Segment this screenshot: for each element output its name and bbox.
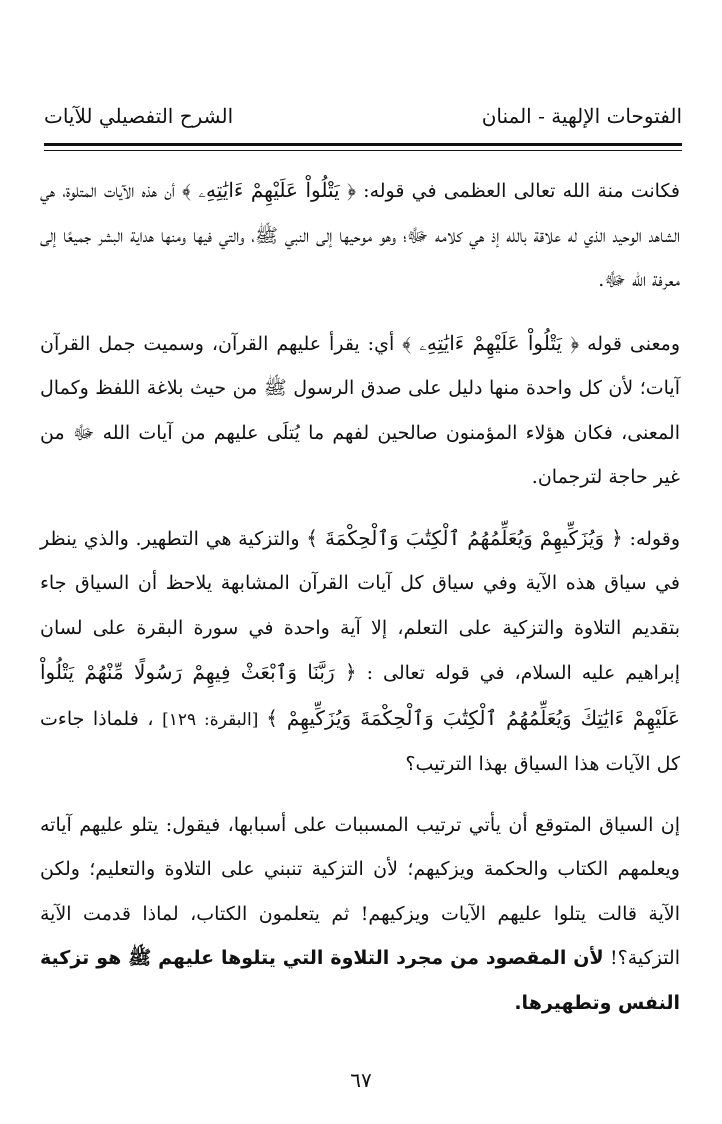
chapter-title: الشرح التفصيلي للآيات <box>44 104 234 128</box>
header-rule-thin <box>44 150 682 151</box>
paragraph-1-text-a: فكانت منة الله تعالى العظمى في قوله: <box>355 180 681 202</box>
quran-verse: ﴿ رَبَّنَا وَٱبْعَثْ فِيهِمْ رَسُولًا مِّنْهُمْ يَتْلُواْ عَلَيْهِمْ ءَايَٰتِكَ وَيُعَلِّمُهُمُ ٱلْكِتَٰبَ وَٱلْحِكْمَةَ وَيُزَكِّيهِمْ ﴾ <box>40 660 680 730</box>
paragraph-1 <box>40 168 680 303</box>
book-title: الفتوحات الإلهية - المنان <box>481 104 682 128</box>
paragraph-2-text-b: أي: يقرأ عليهم القرآن، وسميت جمل القرآن آيات؛ لأن كل واحدة منها دليل على صدق الرسول ﷺ من حيث بلاغة اللفظ وكمال المعنى، فكان هؤلاء المؤمنون صالحين لفهم ما يُتلَى عليهم من آيات الله ﷻ من غير حاجة لترجمان. <box>40 332 680 488</box>
page-body <box>40 168 680 1041</box>
paragraph-1-text-b: أن هذه الآيات المتلوة، هي الشاهد الوحيد الذي له علاقة بالله إذ هي كلامه ﷻ؛ وهو موحيها إلى النبي ﷺ، والتي فيها ومنها هداية البشر جميعًا إلى معرفة الله ﷻ. <box>40 180 680 291</box>
paragraph-4-text-a: إن السياق المتوقع أن يأتي ترتيب المسببات على أسبابها، فيقول: يتلو عليهم آياته ويعلمهم الكتاب والحكمة ويزكيهم؛ لأن التزكية تنبني على التلاوة والتعليم؛ ولكن الآية قالت يتلوا عليهم الآيات ويزكيهم! ثم يتعلمون الكتاب، لماذا قدمت الآية التزكية؟! <box>40 813 680 969</box>
header-rule-thick <box>44 143 682 146</box>
paragraph-2-text-a: ومعنى قوله <box>579 332 681 355</box>
paragraph-3-text-c: ، فلماذا جاءت كل الآيات هذا السياق بهذا الترتيب؟ <box>40 707 680 775</box>
quran-verse: ﴿ وَيُزَكِّيهِمْ وَيُعَلِّمُهُمُ ٱلْكِتَٰبَ وَٱلْحِكْمَةَ ﴾ <box>306 525 623 550</box>
paragraph-2 <box>40 321 680 500</box>
page-header <box>44 90 682 126</box>
paragraph-3-text-b: والتزكية هي التطهير. والذي ينظر في سياق هذه الآية وفي سياق كل آيات القرآن المشابهة يلاحظ أن السياق جاء بتقديم التلاوة والتزكية على التعلم، إلا آية واحدة في سورة البقرة على لسان إبراهيم عليه السلام، في قوله تعالى : <box>40 527 680 684</box>
quran-verse: ﴿ يَتْلُواْ عَلَيْهِمْ ءَايَٰتِهِۦ ﴾ <box>402 330 580 355</box>
paragraph-3-text-a: وقوله: <box>622 527 681 550</box>
emphasized-sentence: لأن المقصود من مجرد التلاوة التي يتلوها عليهم ﷺ هو تزكية النفس وتطهيرها. <box>40 947 680 1014</box>
quran-verse: ﴿ يَتْلُواْ عَلَيْهِمْ ءَايَٰتِهِۦ ﴾ <box>182 178 356 202</box>
paragraph-4 <box>40 803 680 1026</box>
verse-reference: [البقرة: ١٢٩] <box>162 709 267 730</box>
page-number: ٦٧ <box>350 1068 372 1092</box>
paragraph-3 <box>40 516 680 787</box>
